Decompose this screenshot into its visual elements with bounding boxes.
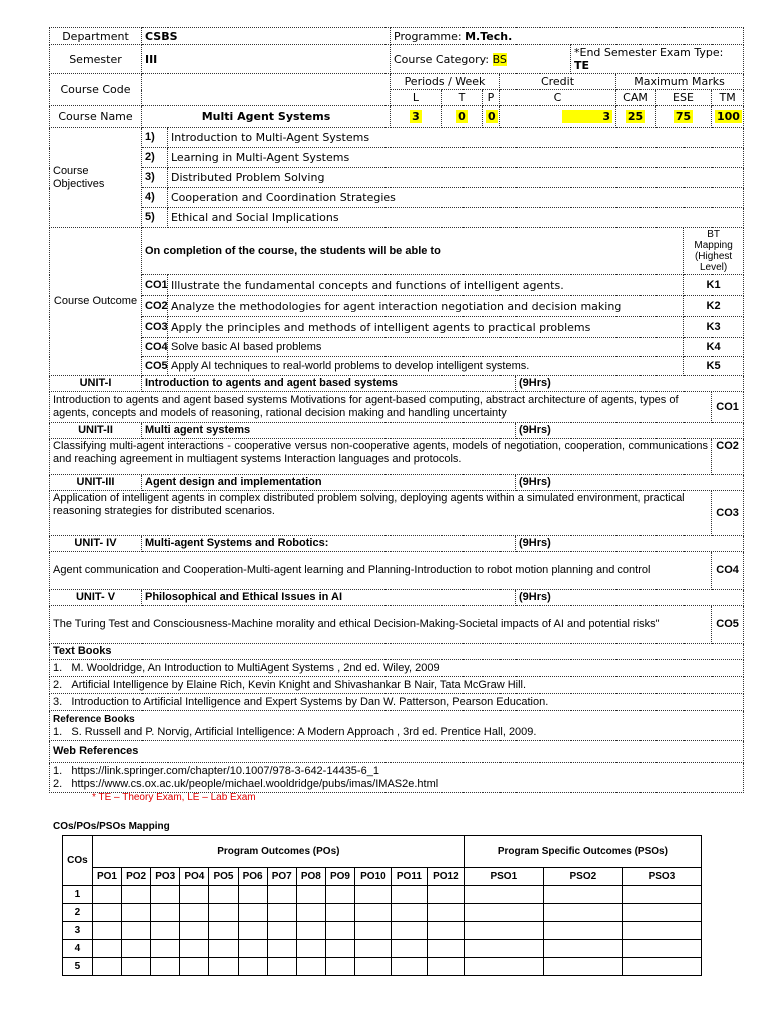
unit-title: Philosophical and Ethical Issues in AI — [142, 590, 516, 606]
mapping-row — [63, 940, 702, 958]
p-header: P — [483, 90, 500, 106]
exam-type-label: *End Semester Exam Type: — [574, 46, 724, 59]
text-book-item — [50, 660, 744, 677]
programme-cell — [391, 28, 744, 45]
mapping-cell — [427, 886, 464, 904]
unit-co: CO5 — [712, 606, 744, 644]
column-header: PO7 — [267, 868, 296, 886]
mapping-cell — [238, 886, 267, 904]
mapping-cell — [543, 958, 622, 976]
mapping-cell — [209, 940, 238, 958]
unit-hours: (9Hrs) — [516, 423, 744, 439]
programme-label: Programme: — [394, 29, 462, 43]
objective-num: 1) — [142, 128, 168, 148]
unit-label: UNIT-I — [50, 376, 142, 392]
item-text: S. Russell and P. Norvig, Artificial Intelligence: A Modern Approach , 3rd ed. Prentice Hall, 2009. — [71, 725, 537, 738]
mapping-cell — [355, 904, 392, 922]
mapping-cell — [622, 904, 701, 922]
cam-header: CAM — [616, 90, 656, 106]
mapping-cell — [92, 904, 121, 922]
unit-content: Agent communication and Cooperation-Multi-agent learning and Planning-Introduction to robot motion planning and control — [50, 552, 712, 590]
outcomes-intro: On completion of the course, the students will be able to — [142, 228, 684, 275]
department-value: CSBS — [142, 28, 391, 45]
credit-label: Credit — [500, 74, 616, 90]
periods-label: Periods / Week — [391, 74, 500, 90]
t-value: 0 — [458, 109, 466, 123]
co-po-pso-mapping-table — [62, 835, 702, 976]
column-header: PO5 — [209, 868, 238, 886]
mapping-cell — [464, 940, 543, 958]
mapping-cell — [355, 958, 392, 976]
column-header: PO6 — [238, 868, 267, 886]
mapping-cell — [325, 904, 354, 922]
unit-content: Classifying multi-agent interactions - cooperative versus non-cooperative agents, models of negotiation, cooperation, communications and reaching agreement in multiagent systems Interaction languages and protocols. — [50, 439, 712, 475]
unit-title: Multi-agent Systems and Robotics: — [142, 536, 516, 552]
mapping-cell — [427, 904, 464, 922]
unit-label: UNIT- V — [50, 590, 142, 606]
mapping-cell — [267, 886, 296, 904]
column-header: PSO1 — [464, 868, 543, 886]
objective-text: Introduction to Multi-Agent Systems — [168, 128, 744, 148]
mapping-row — [63, 922, 702, 940]
ese-value: 75 — [675, 109, 692, 123]
tm-header: TM — [712, 90, 744, 106]
t-header: T — [442, 90, 483, 106]
mapping-cell — [296, 886, 325, 904]
mapping-cell — [209, 958, 238, 976]
outcome-bt: K5 — [684, 357, 744, 376]
unit-co: CO3 — [712, 491, 744, 536]
course-category-value: BS — [492, 52, 507, 66]
item-text: Introduction to Artificial Intelligence and Expert Systems by Dan W. Patterson, Pearson Education. — [71, 695, 549, 708]
mapping-cell — [180, 922, 209, 940]
co-number: 2 — [63, 904, 93, 922]
mapping-cell — [325, 922, 354, 940]
pso-header: Program Specific Outcomes (PSOs) — [464, 836, 701, 868]
unit-content: Application of intelligent agents in complex distributed problem solving, deploying agents within a simulated environment, practical reasoning strategies for distributed scenarios. — [50, 491, 712, 536]
mapping-cell — [296, 904, 325, 922]
p-value: 0 — [488, 109, 496, 123]
mapping-cell — [151, 958, 180, 976]
column-header: PO3 — [151, 868, 180, 886]
mapping-cell — [209, 886, 238, 904]
mapping-cell — [296, 958, 325, 976]
objective-num: 2) — [142, 148, 168, 168]
department-label: Department — [50, 28, 142, 45]
objective-num: 5) — [142, 208, 168, 228]
po-header: Program Outcomes (POs) — [92, 836, 464, 868]
mapping-cell — [427, 940, 464, 958]
mapping-cell — [391, 958, 427, 976]
column-header: PO8 — [296, 868, 325, 886]
mapping-cell — [355, 886, 392, 904]
unit-hours: (9Hrs) — [516, 376, 744, 392]
semester-label: Semester — [50, 45, 142, 74]
mapping-cell — [391, 940, 427, 958]
mapping-cell — [180, 886, 209, 904]
unit-co: CO1 — [712, 392, 744, 423]
syllabus-table — [49, 27, 744, 793]
objective-text: Cooperation and Coordination Strategies — [168, 188, 744, 208]
mapping-cell — [122, 904, 151, 922]
l-header: L — [391, 90, 442, 106]
unit-label: UNIT-III — [50, 475, 142, 491]
objective-num: 3) — [142, 168, 168, 188]
mapping-row — [63, 886, 702, 904]
mapping-cell — [427, 958, 464, 976]
column-header: PO1 — [92, 868, 121, 886]
max-marks-label: Maximum Marks — [616, 74, 744, 90]
outcome-bt: K3 — [684, 317, 744, 338]
outcome-text: Apply AI techniques to real-world problems to develop intelligent systems. — [168, 357, 684, 376]
mapping-cell — [92, 958, 121, 976]
mapping-cell — [209, 904, 238, 922]
outcome-text: Apply the principles and methods of intelligent agents to practical problems — [168, 317, 684, 338]
mapping-cell — [543, 940, 622, 958]
item-num: 1. — [53, 764, 63, 777]
column-header: PO10 — [355, 868, 392, 886]
semester-value: III — [142, 45, 391, 74]
programme-value: M.Tech. — [465, 29, 513, 43]
mapping-cell — [391, 904, 427, 922]
outcome-code: CO2 — [142, 296, 168, 317]
text-book-item — [50, 694, 744, 711]
mapping-title: COs/POs/PSOs Mapping — [53, 821, 170, 832]
mapping-cell — [122, 940, 151, 958]
unit-title: Agent design and implementation — [142, 475, 516, 491]
text-books-title: Text Books — [50, 644, 744, 660]
unit-hours: (9Hrs) — [516, 475, 744, 491]
mapping-cell — [325, 940, 354, 958]
objective-text: Ethical and Social Implications — [168, 208, 744, 228]
course-objectives-label: Course Objectives — [50, 128, 142, 228]
co-number: 4 — [63, 940, 93, 958]
course-code-label: Course Code — [50, 74, 142, 106]
web-reference-link[interactable]: https://link.springer.com/chapter/10.1007/978-3-642-14435-6_1 — [71, 764, 379, 777]
mapping-cell — [238, 922, 267, 940]
mapping-cell — [267, 940, 296, 958]
mapping-cell — [464, 922, 543, 940]
mapping-cell — [92, 922, 121, 940]
co-number: 1 — [63, 886, 93, 904]
mapping-cell — [151, 904, 180, 922]
exam-type-cell — [571, 45, 744, 74]
objective-text: Learning in Multi-Agent Systems — [168, 148, 744, 168]
item-num: 2. — [53, 678, 63, 691]
outcome-text: Solve basic AI based problems — [168, 338, 684, 357]
outcome-code: CO5 — [142, 357, 168, 376]
mapping-cell — [209, 922, 238, 940]
item-num: 3. — [53, 695, 63, 708]
mapping-cell — [543, 904, 622, 922]
mapping-cell — [543, 886, 622, 904]
exam-type-legend: * TE – Theory Exam, LE – Lab Exam — [92, 792, 256, 803]
mapping-row — [63, 958, 702, 976]
course-category-label: Course Category: — [394, 52, 490, 66]
bt-mapping-header: BT Mapping (Highest Level) — [684, 228, 744, 275]
unit-co: CO4 — [712, 552, 744, 590]
c-value: 3 — [562, 110, 612, 123]
item-num: 1. — [53, 725, 63, 738]
mapping-cell — [238, 958, 267, 976]
mapping-cell — [151, 940, 180, 958]
tm-value: 100 — [717, 109, 740, 123]
reference-books-title: Reference Books — [53, 713, 135, 725]
mapping-cell — [325, 886, 354, 904]
mapping-cell — [464, 958, 543, 976]
mapping-cell — [355, 922, 392, 940]
unit-co: CO2 — [712, 439, 744, 475]
outcome-code: CO1 — [142, 275, 168, 296]
mapping-cell — [267, 904, 296, 922]
column-header: PSO3 — [622, 868, 701, 886]
unit-hours: (9Hrs) — [516, 590, 744, 606]
mapping-cell — [267, 958, 296, 976]
unit-title: Multi agent systems — [142, 423, 516, 439]
mapping-cell — [622, 958, 701, 976]
c-header: C — [500, 90, 616, 106]
mapping-cell — [427, 922, 464, 940]
outcome-code: CO4 — [142, 338, 168, 357]
web-references-title: Web References — [50, 741, 744, 763]
mapping-cell — [355, 940, 392, 958]
unit-content: The Turing Test and Consciousness-Machine morality and ethical Decision-Making-Societal impacts of AI and potential risks" — [50, 606, 712, 644]
mapping-cell — [391, 922, 427, 940]
objective-text: Distributed Problem Solving — [168, 168, 744, 188]
mapping-cell — [296, 922, 325, 940]
mapping-cell — [325, 958, 354, 976]
item-num: 1. — [53, 661, 63, 674]
mapping-row — [63, 904, 702, 922]
unit-title: Introduction to agents and agent based systems — [142, 376, 516, 392]
mapping-cell — [122, 958, 151, 976]
mapping-cell — [464, 904, 543, 922]
cam-value: 25 — [627, 109, 644, 123]
reference-books-block — [50, 711, 744, 741]
item-text: Artificial Intelligence by Elaine Rich, Kevin Knight and Shivashankar B Nair, Tata McGraw Hill. — [71, 678, 527, 691]
course-outcome-label: Course Outcome — [50, 228, 142, 376]
mapping-cell — [92, 940, 121, 958]
outcome-bt: K4 — [684, 338, 744, 357]
mapping-cell — [92, 886, 121, 904]
text-book-item — [50, 677, 744, 694]
outcome-bt: K2 — [684, 296, 744, 317]
mapping-cell — [543, 922, 622, 940]
mapping-cell — [296, 940, 325, 958]
column-header: PO12 — [427, 868, 464, 886]
co-number: 5 — [63, 958, 93, 976]
outcome-text: Illustrate the fundamental concepts and functions of intelligent agents. — [168, 275, 684, 296]
unit-label: UNIT- IV — [50, 536, 142, 552]
outcome-text: Analyze the methodologies for agent interaction negotiation and decision making — [168, 296, 684, 317]
mapping-cell — [238, 940, 267, 958]
mapping-cell — [622, 922, 701, 940]
unit-hours: (9Hrs) — [516, 536, 744, 552]
unit-label: UNIT-II — [50, 423, 142, 439]
outcome-bt: K1 — [684, 275, 744, 296]
mapping-cell — [151, 922, 180, 940]
column-header: PO9 — [325, 868, 354, 886]
l-value: 3 — [412, 109, 420, 123]
web-reference-link[interactable]: https://www.cs.ox.ac.uk/people/michael.wooldridge/pubs/imas/IMAS2e.html — [71, 777, 439, 790]
course-code-value — [142, 74, 391, 106]
mapping-cell — [122, 886, 151, 904]
mapping-cell — [180, 940, 209, 958]
mapping-cell — [122, 922, 151, 940]
mapping-cell — [238, 904, 267, 922]
cos-header: COs — [63, 836, 93, 886]
course-name-value: Multi Agent Systems — [142, 106, 391, 128]
mapping-cell — [180, 904, 209, 922]
mapping-cell — [267, 922, 296, 940]
column-header: PSO2 — [543, 868, 622, 886]
mapping-cell — [151, 886, 180, 904]
column-header: PO11 — [391, 868, 427, 886]
unit-content: Introduction to agents and agent based systems Motivations for agent-based computing, abstract architecture of agents, types of agents, concepts and models of reasoning, rational decision making and handling uncertainty — [50, 392, 712, 423]
web-references-block — [50, 763, 744, 793]
column-header: PO4 — [180, 868, 209, 886]
course-category-cell — [391, 45, 571, 74]
outcome-code: CO3 — [142, 317, 168, 338]
mapping-cell — [622, 940, 701, 958]
column-header: PO2 — [122, 868, 151, 886]
course-name-label: Course Name — [50, 106, 142, 128]
co-number: 3 — [63, 922, 93, 940]
objective-num: 4) — [142, 188, 168, 208]
item-text: M. Wooldridge, An Introduction to MultiAgent Systems , 2nd ed. Wiley, 2009 — [71, 661, 440, 674]
item-num: 2. — [53, 777, 63, 790]
exam-type-value: TE — [574, 59, 590, 72]
mapping-cell — [622, 886, 701, 904]
ese-header: ESE — [656, 90, 712, 106]
mapping-cell — [391, 886, 427, 904]
mapping-cell — [464, 886, 543, 904]
mapping-cell — [180, 958, 209, 976]
